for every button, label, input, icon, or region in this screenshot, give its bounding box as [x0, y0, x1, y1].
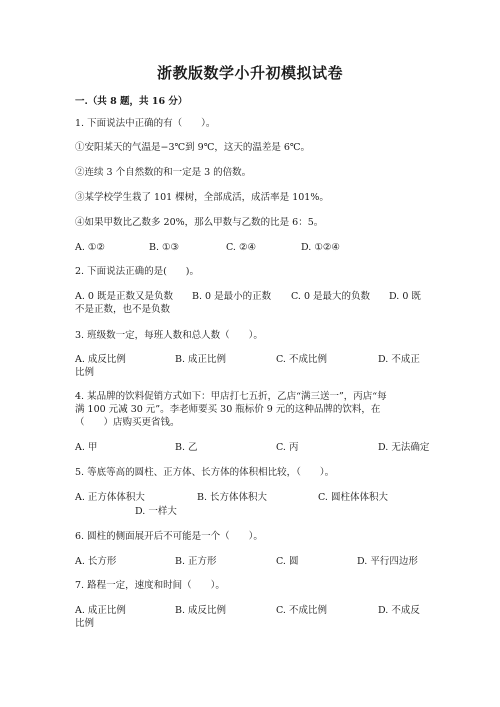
question-4-option-b[interactable]: B. 乙 — [175, 442, 198, 453]
question-6-option-c[interactable]: C. 圆 — [276, 556, 299, 567]
question-1-option-b[interactable]: B. ①③ — [149, 242, 180, 253]
question-2-option-d-continued: 不是正数，也不是负数 — [75, 304, 171, 315]
question-7-option-d[interactable]: D. 不成反 — [378, 605, 420, 616]
question-3-option-b[interactable]: B. 成正比例 — [175, 354, 227, 365]
question-6-stem: 6. 圆柱的侧面展开后不可能是一个（ ）。 — [75, 531, 263, 542]
question-2-option-b[interactable]: B. 0 是最小的正数 — [192, 291, 272, 302]
question-6-option-d[interactable]: D. 平行四边形 — [357, 556, 418, 567]
question-7-stem: 7. 路程一定，速度和时间（ ）。 — [75, 580, 225, 591]
question-3-option-d-continued: 比例 — [75, 367, 95, 378]
section-heading: 一.（共 8 题，共 16 分） — [75, 96, 188, 107]
question-7-option-a[interactable]: A. 成正比例 — [75, 605, 126, 616]
question-2-option-a[interactable]: A. 0 既是正数又是负数 — [75, 291, 173, 302]
question-1-option-c[interactable]: C. ②④ — [226, 242, 257, 253]
question-1-option-a[interactable]: A. ①② — [75, 242, 105, 253]
question-6-option-b[interactable]: B. 正方形 — [175, 556, 217, 567]
question-2-option-d[interactable]: D. 0 既 — [389, 291, 421, 302]
question-1-option-d[interactable]: D. ①②④ — [301, 242, 340, 253]
question-2-option-c[interactable]: C. 0 是最大的负数 — [291, 291, 371, 302]
question-3-option-a[interactable]: A. 成反比例 — [75, 354, 126, 365]
question-3-stem: 3. 班级数一定，每班人数和总人数（ ）。 — [75, 330, 263, 341]
question-5-stem: 5. 等底等高的圆柱、正方体、长方体的体积相比较，（ ）。 — [75, 467, 335, 478]
question-4-option-a[interactable]: A. 甲 — [75, 442, 98, 453]
question-4-option-c[interactable]: C. 丙 — [276, 442, 299, 453]
question-1-statement-1: ①安阳某天的气温是−3℃到 9℃，这天的温差是 6℃。 — [75, 142, 311, 153]
question-5-option-a[interactable]: A. 正方体体积大 — [75, 492, 145, 503]
question-4-stem-line-3: （ ）店购买更省钱。 — [75, 417, 180, 428]
question-7-option-d-continued: 比例 — [75, 618, 95, 629]
question-1-statement-4: ④如果甲数比乙数多 20%，那么甲数与乙数的比是 6：5。 — [75, 217, 324, 228]
question-4-option-d[interactable]: D. 无法确定 — [378, 442, 430, 453]
question-5-option-c[interactable]: C. 圆柱体体积大 — [318, 492, 388, 503]
question-7-option-b[interactable]: B. 成反比例 — [175, 605, 227, 616]
question-4-stem-line-1: 4. 某品牌的饮料促销方式如下：甲店打七五折，乙店“满三送一”，丙店“每 — [75, 391, 387, 402]
question-3-option-c[interactable]: C. 不成比例 — [276, 354, 327, 365]
question-1-stem: 1. 下面说法中正确的有（ ）。 — [75, 118, 216, 129]
question-1-statement-2: ②连续 3 个自然数的和一定是 3 的倍数。 — [75, 167, 252, 178]
question-5-option-b[interactable]: B. 长方体体积大 — [197, 492, 268, 503]
question-5-option-d[interactable]: D. 一样大 — [135, 506, 177, 517]
question-7-option-c[interactable]: C. 不成比例 — [276, 605, 327, 616]
question-1-statement-3: ③某学校学生栽了 101 棵树，全部成活，成活率是 101%。 — [75, 192, 329, 203]
question-6-option-a[interactable]: A. 长方形 — [75, 556, 117, 567]
question-3-option-d[interactable]: D. 不成正 — [378, 354, 420, 365]
question-2-stem: 2. 下面说法正确的是( )。 — [75, 266, 199, 277]
page-title: 浙教版数学小升初模拟试卷 — [156, 64, 343, 82]
question-4-stem-line-2: 满 100 元减 30 元”。李老师要买 30 瓶标价 9 元的这种品牌的饮料，在 — [75, 404, 381, 415]
